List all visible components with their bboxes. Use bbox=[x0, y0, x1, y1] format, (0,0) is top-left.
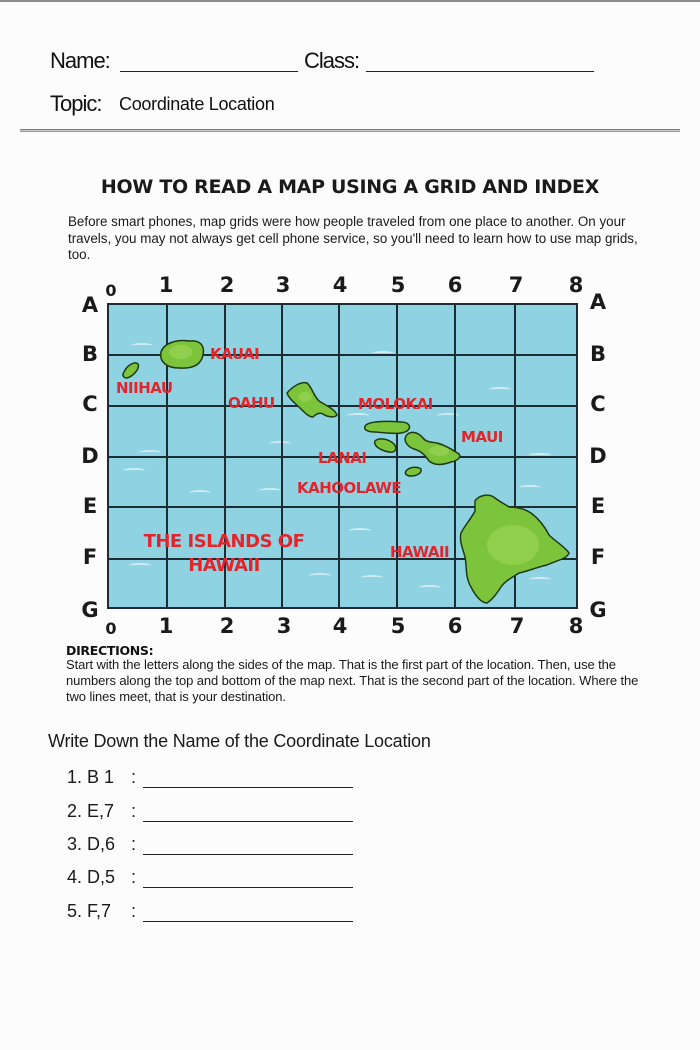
question-colon: : bbox=[131, 834, 137, 854]
questions-heading: Write Down the Name of the Coordinate Location bbox=[48, 731, 431, 751]
col-label: 2 bbox=[219, 273, 235, 297]
directions-text: Start with the letters along the sides of the map. That is the first part of the location. Then, use the numbers along the top and bottom of the map next. That is the second part of the location. Where the two lines meet, that is your destination. bbox=[66, 657, 639, 704]
answer-blank[interactable] bbox=[143, 903, 353, 922]
molokai-island bbox=[365, 421, 410, 433]
class-field[interactable] bbox=[366, 71, 594, 72]
col-label: 8 bbox=[568, 273, 584, 297]
col-label: 6 bbox=[447, 273, 463, 297]
label-molokai: MOLOKAI bbox=[358, 395, 433, 413]
row-label: D bbox=[81, 444, 99, 468]
oahu-island bbox=[287, 383, 337, 417]
topic-value: Coordinate Location bbox=[119, 94, 275, 114]
row-label: E bbox=[590, 494, 606, 518]
row-label: G bbox=[589, 598, 607, 622]
col-label: 7 bbox=[509, 614, 525, 638]
class-label: Class: bbox=[304, 48, 360, 73]
label-niihau: NIIHAU bbox=[116, 379, 173, 397]
map-title-line2: HAWAII bbox=[188, 555, 260, 576]
row-label: B bbox=[81, 342, 98, 366]
col-label: 4 bbox=[332, 273, 348, 297]
answer-blank[interactable] bbox=[143, 869, 353, 888]
question-code: 4. D,5 bbox=[67, 867, 116, 887]
col-label: 6 bbox=[447, 614, 463, 638]
col-label: 1 bbox=[158, 273, 174, 297]
question-colon: : bbox=[131, 767, 137, 787]
label-lanai: LANAI bbox=[318, 449, 367, 467]
header-divider bbox=[20, 129, 680, 132]
question-row bbox=[67, 898, 353, 922]
col-label: 4 bbox=[332, 614, 348, 638]
col-label: 3 bbox=[276, 614, 292, 638]
name-label: Name: bbox=[50, 48, 110, 73]
row-label: C bbox=[590, 392, 606, 416]
directions-heading: DIRECTIONS: bbox=[66, 643, 154, 658]
answer-blank[interactable] bbox=[143, 803, 353, 822]
map-title-line1: THE ISLANDS OF bbox=[143, 531, 305, 552]
col-label: 7 bbox=[508, 273, 524, 297]
label-kauai: KAUAI bbox=[210, 345, 260, 363]
row-label: F bbox=[590, 545, 606, 569]
question-colon: : bbox=[131, 867, 137, 887]
question-row bbox=[67, 798, 353, 822]
question-row bbox=[67, 764, 353, 788]
row-label: A bbox=[589, 290, 607, 314]
label-kahoolawe: KAHOOLAWE bbox=[297, 479, 402, 497]
answer-blank[interactable] bbox=[143, 836, 353, 855]
intro-paragraph: Before smart phones, map grids were how people traveled from one place to another. On your travels, you may not always get cell phone service, so you'll need to learn how to use map grids, too. bbox=[68, 214, 638, 262]
question-colon: : bbox=[131, 901, 137, 921]
question-row bbox=[67, 864, 353, 888]
label-hawaii: HAWAII bbox=[390, 543, 450, 561]
page-title: HOW TO READ A MAP USING A GRID AND INDEX bbox=[100, 176, 600, 198]
niihau-island bbox=[123, 363, 138, 378]
question-code: 2. E,7 bbox=[67, 801, 115, 821]
col-label: 5 bbox=[390, 273, 406, 297]
hawaii-grid-map bbox=[107, 303, 578, 609]
name-field[interactable] bbox=[120, 71, 298, 72]
map-title bbox=[134, 530, 314, 578]
label-maui: MAUI bbox=[461, 428, 503, 446]
col-label: 5 bbox=[390, 614, 406, 638]
question-row bbox=[67, 831, 353, 855]
question-code: 1. B 1 bbox=[67, 767, 115, 787]
topic-label: Topic: bbox=[50, 91, 102, 116]
question-colon: : bbox=[131, 801, 137, 821]
col-label: 0 bbox=[105, 281, 117, 300]
col-label: 1 bbox=[158, 614, 174, 638]
row-label: F bbox=[82, 545, 98, 569]
col-label: 8 bbox=[568, 614, 584, 638]
row-label: C bbox=[82, 392, 98, 416]
kahoolawe-island bbox=[405, 467, 421, 476]
row-label: G bbox=[81, 598, 99, 622]
col-label: 3 bbox=[275, 273, 291, 297]
answer-blank[interactable] bbox=[143, 769, 353, 788]
label-oahu: OAHU bbox=[228, 394, 275, 412]
col-label: 0 bbox=[105, 619, 117, 638]
question-code: 3. D,6 bbox=[67, 834, 116, 854]
col-label: 2 bbox=[219, 614, 235, 638]
row-label: B bbox=[589, 342, 606, 366]
row-label: E bbox=[82, 494, 98, 518]
row-label: A bbox=[81, 293, 99, 317]
question-code: 5. F,7 bbox=[67, 901, 112, 921]
row-label: D bbox=[589, 444, 607, 468]
lanai-island bbox=[375, 439, 396, 452]
